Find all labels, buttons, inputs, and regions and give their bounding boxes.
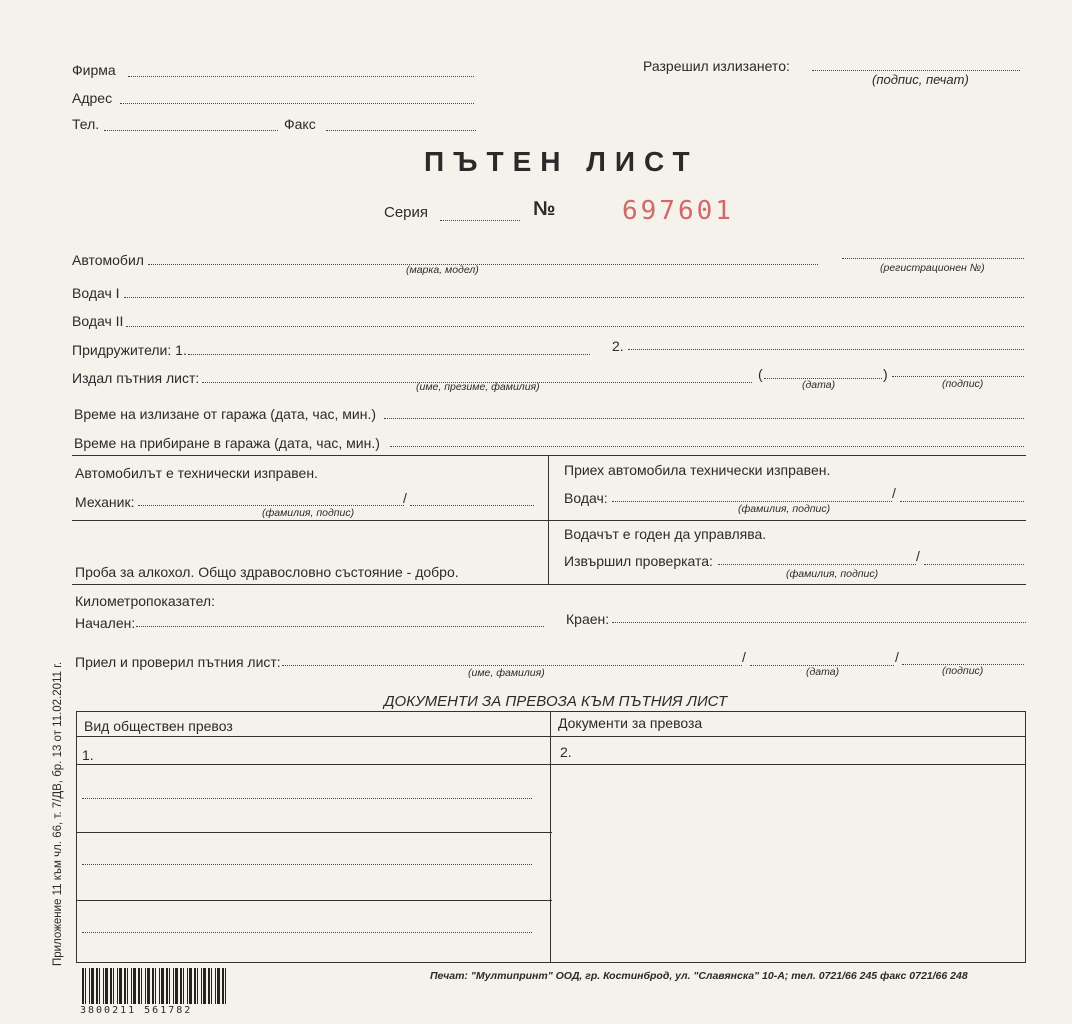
companion2-label: 2. xyxy=(612,338,624,354)
tech-ok-label: Автомобилът е технически изправен. xyxy=(75,465,318,481)
docs-row1-right: 2. xyxy=(560,744,572,760)
driver-name-field[interactable] xyxy=(612,501,892,502)
fax-field[interactable] xyxy=(326,130,476,131)
odometer-end-field[interactable] xyxy=(612,622,1026,623)
printer-info: Печат: "Мултипринт" ООД, гр. Костинброд, ул. "Славянска" 10-А; тел. 0721/66 245 факс 0721/66 248 xyxy=(430,970,968,982)
docs-row2-divider xyxy=(76,832,552,833)
docs-col2-header: Документи за превоза xyxy=(558,715,703,731)
driver2-label: Водач II xyxy=(72,313,124,329)
allowed-exit-label: Разрешил излизането: xyxy=(643,58,790,74)
odometer-start-label: Начален: xyxy=(75,615,136,631)
docs-row3-divider xyxy=(76,900,552,901)
checked-by-name-field[interactable] xyxy=(718,564,916,565)
docs-row2-field[interactable] xyxy=(82,798,532,799)
odometer-start-field[interactable] xyxy=(136,626,544,627)
allowed-exit-field[interactable] xyxy=(812,70,1020,71)
issued-date-hint: (дата) xyxy=(802,379,836,391)
reg-number-field[interactable] xyxy=(842,258,1024,259)
checked-by-label: Извършил проверката: xyxy=(564,553,713,569)
number-sign: № xyxy=(533,198,556,220)
docs-row1-left: 1. xyxy=(82,747,94,763)
serial-number: 697601 xyxy=(622,196,734,226)
odometer-end-label: Краен: xyxy=(566,611,610,627)
driver-label: Водач: xyxy=(564,490,608,506)
received-slash-1: / xyxy=(742,649,746,665)
reg-hint: (регистрационен №) xyxy=(880,262,985,274)
return-label: Време на прибиране в гаража (дата, час, мин.) xyxy=(74,435,380,451)
issued-date-close-paren: ) xyxy=(883,366,888,382)
phone-field[interactable] xyxy=(104,130,278,131)
received-slash-2: / xyxy=(895,649,899,665)
docs-row3-field[interactable] xyxy=(82,864,532,865)
alcohol-label: Проба за алкохол. Общо здравословно състояние - добро. xyxy=(75,564,459,580)
driver1-label: Водач I xyxy=(72,285,120,301)
sign-stamp-hint: (подпис, печат) xyxy=(872,72,969,87)
issued-by-hint: (име, презиме, фамилия) xyxy=(416,381,540,393)
series-label: Серия xyxy=(384,204,429,221)
mechanic-label: Механик: xyxy=(75,494,135,510)
driver2-field[interactable] xyxy=(126,326,1024,327)
driver-sign-field[interactable] xyxy=(900,501,1024,502)
odometer-label: Километропоказател: xyxy=(75,593,215,609)
mechanic-hint: (фамилия, подпис) xyxy=(262,507,355,519)
return-field[interactable] xyxy=(390,446,1024,447)
companion1-field[interactable] xyxy=(188,354,590,355)
issued-by-label: Издал пътния лист: xyxy=(72,370,200,386)
departure-field[interactable] xyxy=(384,418,1024,419)
companion2-field[interactable] xyxy=(628,349,1024,350)
docs-heading: ДОКУМЕНТИ ЗА ПРЕВОЗА КЪМ ПЪТНИЯ ЛИСТ xyxy=(384,693,728,710)
checked-by-hint: (фамилия, подпис) xyxy=(786,568,879,580)
car-field[interactable] xyxy=(148,264,818,265)
fax-label: Факс xyxy=(284,116,316,132)
checked-by-sign-field[interactable] xyxy=(924,564,1024,565)
departure-label: Време на излизане от гаража (дата, час, мин.) xyxy=(74,406,376,422)
firm-label: Фирма xyxy=(72,62,116,78)
received-name-hint: (име, фамилия) xyxy=(468,667,545,679)
barcode-number: 3800211 561782 xyxy=(80,1005,193,1016)
companions-label: Придружители: 1. xyxy=(72,342,187,358)
mechanic-slash: / xyxy=(403,490,407,506)
mechanic-name-field[interactable] xyxy=(138,505,404,506)
issued-date-open-paren: ( xyxy=(758,366,763,382)
tech-bottom-divider xyxy=(72,584,1026,585)
fit-to-drive-label: Водачът е годен да управлява. xyxy=(564,526,767,542)
docs-col-divider xyxy=(550,711,551,963)
issued-sign-hint: (подпис) xyxy=(942,378,984,390)
docs-row1-divider xyxy=(76,764,1026,765)
received-name-field[interactable] xyxy=(282,665,742,666)
driver-hint: (фамилия, подпис) xyxy=(738,503,831,515)
received-date-hint: (дата) xyxy=(806,666,840,678)
docs-row4-field[interactable] xyxy=(82,932,532,933)
series-field[interactable] xyxy=(440,220,520,221)
firm-field[interactable] xyxy=(128,76,474,77)
address-label: Адрес xyxy=(72,90,113,106)
received-sign-hint: (подпис) xyxy=(942,665,984,677)
tech-top-divider xyxy=(72,455,1026,456)
driver-slash: / xyxy=(892,485,896,501)
driver1-field[interactable] xyxy=(124,297,1024,298)
docs-table xyxy=(76,711,1026,963)
address-field[interactable] xyxy=(120,103,474,104)
page-title: ПЪТЕН ЛИСТ xyxy=(424,146,699,177)
issued-sign-field[interactable] xyxy=(892,376,1024,377)
received-label: Приел и проверил пътния лист: xyxy=(75,654,281,670)
docs-header-divider xyxy=(76,736,1026,737)
legal-side-note: Приложение 11 към чл. 66, т. 7/ДВ, бр. 13 от 11.02.2011 г. xyxy=(52,661,64,966)
received-ok-label: Приех автомобила технически изправен. xyxy=(564,462,831,478)
tech-right-divider xyxy=(548,520,1026,521)
tech-left-divider xyxy=(72,520,550,521)
phone-label: Тел. xyxy=(72,116,100,132)
barcode-icon xyxy=(82,968,226,1004)
car-label: Автомобил xyxy=(72,252,144,268)
mechanic-sign-field[interactable] xyxy=(410,505,534,506)
car-hint: (марка, модел) xyxy=(406,264,479,276)
docs-col1-header: Вид обществен превоз xyxy=(84,718,233,734)
checked-by-slash: / xyxy=(916,548,920,564)
